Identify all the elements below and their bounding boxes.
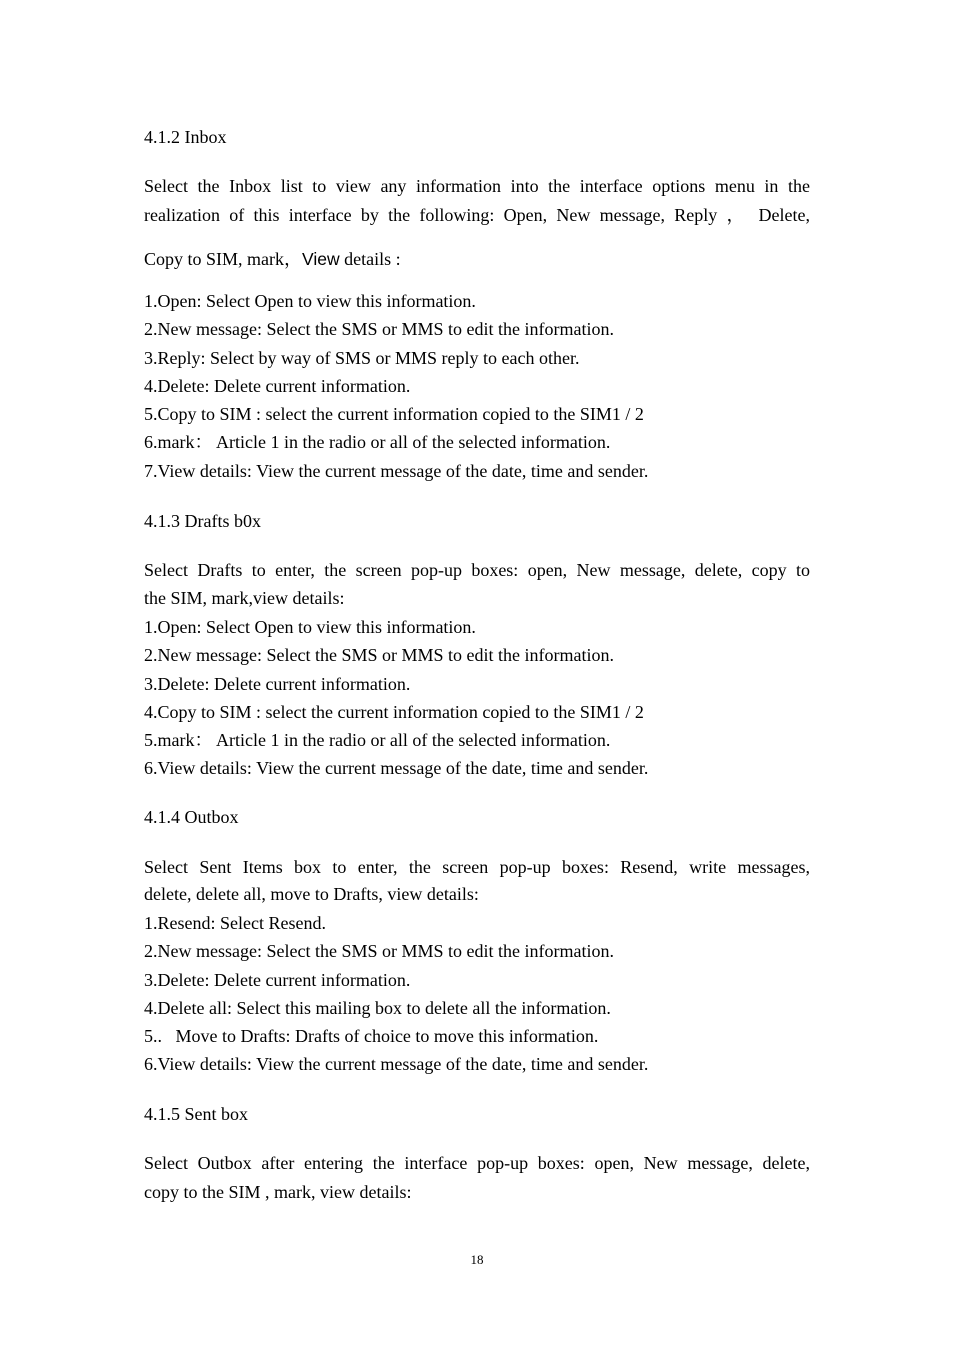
- inbox-intro-line-3-end: details :: [339, 249, 401, 269]
- section-heading-inbox: 4.1.2 Inbox: [144, 127, 227, 147]
- drafts-intro-line-2: the SIM, mark,view details:: [144, 588, 345, 608]
- drafts-options-list: [144, 613, 648, 783]
- section-heading-sent-box: 4.1.5 Sent box: [144, 1104, 249, 1124]
- inbox-intro-line-3-start: Copy to SIM, mark，: [144, 249, 303, 269]
- inbox-intro-line-1: Select the Inbox list to view any information into the interface options menu in the: [144, 176, 810, 196]
- list-item: 1.Open: Select Open to view this information.: [144, 617, 476, 637]
- inbox-intro-line-3-view: View: [302, 249, 340, 269]
- outbox-intro-line-2: delete, delete all, move to Drafts, view details:: [144, 884, 479, 904]
- list-item: 3.Reply: Select by way of SMS or MMS reply to each other.: [144, 347, 580, 368]
- list-item: 3.Delete: Delete current information.: [144, 673, 411, 694]
- list-item: 4.Delete all: Select this mailing box to delete all the information.: [144, 997, 611, 1018]
- list-item: 1.Resend: Select Resend.: [144, 913, 326, 933]
- document-page: [144, 0, 810, 1351]
- list-item: 6.View details: View the current message of the date, time and sender.: [144, 1054, 649, 1075]
- section-heading-outbox: 4.1.4 Outbox: [144, 807, 239, 827]
- list-item: 4.Delete: Delete current information.: [144, 375, 411, 396]
- list-item: 2.New message: Select the SMS or MMS to edit the information.: [144, 941, 614, 962]
- list-item: 4.Copy to SIM : select the current information copied to the SIM1 / 2: [144, 701, 644, 722]
- sent-box-intro-line-1: Select Outbox after entering the interface pop-up boxes: open, New message, delete,: [144, 1153, 810, 1173]
- inbox-options-list: [144, 287, 648, 485]
- list-item: 3.Delete: Delete current information.: [144, 969, 411, 990]
- sent-box-intro-line-2: copy to the SIM , mark, view details:: [144, 1182, 412, 1202]
- list-item: 6.View details: View the current message of the date, time and sender.: [144, 758, 649, 779]
- list-item: 5.Copy to SIM : select the current information copied to the SIM1 / 2: [144, 404, 644, 425]
- list-item: 1.Open: Select Open to view this information.: [144, 291, 476, 311]
- list-item: 2.New message: Select the SMS or MMS to edit the information.: [144, 319, 614, 340]
- inbox-intro-line-2: realization of this interface by the following: Open, New message, Reply ， Delete,: [144, 205, 810, 225]
- inbox-intro-line-3: [144, 249, 401, 269]
- list-item: 2.New message: Select the SMS or MMS to edit the information.: [144, 645, 614, 666]
- drafts-intro-line-1: Select Drafts to enter, the screen pop-up boxes: open, New message, delete, copy to: [144, 560, 810, 580]
- list-item: 5.. Move to Drafts: Drafts of choice to move this information.: [144, 1026, 599, 1047]
- list-item: 7.View details: View the current message of the date, time and sender.: [144, 460, 649, 481]
- outbox-options-list: [144, 909, 648, 1079]
- page-number: 18: [470, 1252, 484, 1267]
- list-item: 5.mark： Article 1 in the radio or all of the selected information.: [144, 730, 611, 751]
- outbox-intro-line-1: Select Sent Items box to enter, the screen pop-up boxes: Resend, write messages,: [144, 857, 810, 877]
- list-item: 6.mark： Article 1 in the radio or all of the selected information.: [144, 432, 611, 453]
- section-heading-drafts: 4.1.3 Drafts b0x: [144, 511, 261, 531]
